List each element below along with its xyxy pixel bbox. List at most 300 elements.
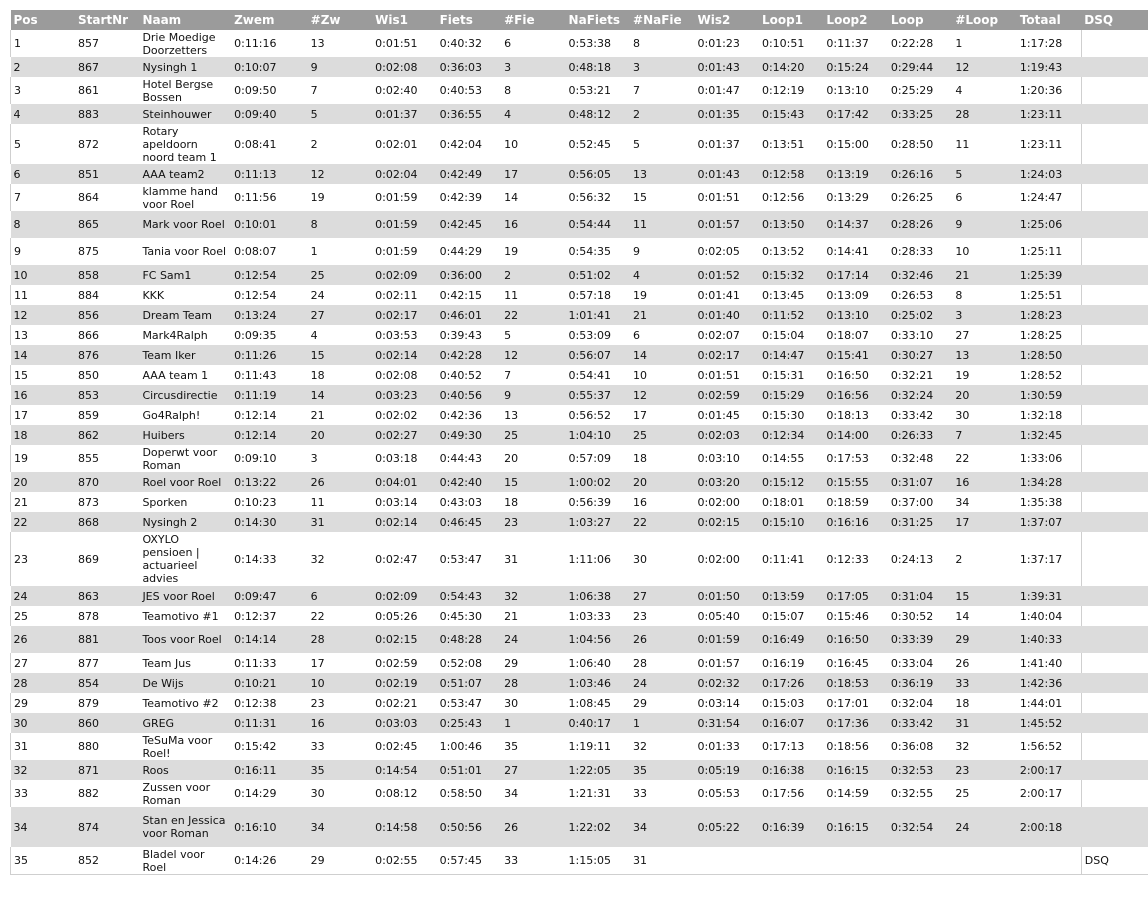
table-row bbox=[11, 653, 1148, 673]
cell-loop-rank: 13 bbox=[952, 345, 1016, 365]
cell-fie-rank: 27 bbox=[501, 760, 565, 780]
cell-wis1: 0:02:04 bbox=[372, 164, 436, 184]
table-row bbox=[11, 57, 1148, 77]
cell-totaal: 1:25:51 bbox=[1017, 285, 1081, 305]
cell-nafiets: 0:48:12 bbox=[566, 104, 630, 124]
cell-totaal: 1:28:25 bbox=[1017, 325, 1081, 345]
cell-pos: 25 bbox=[11, 606, 75, 626]
cell-naam: Roos bbox=[139, 760, 231, 780]
cell-loop-rank: 3 bbox=[952, 305, 1016, 325]
cell-nafie-rank: 35 bbox=[630, 760, 694, 780]
cell-loop2: 0:18:13 bbox=[823, 405, 887, 425]
cell-pos: 22 bbox=[11, 512, 75, 532]
cell-fie-rank: 18 bbox=[501, 492, 565, 512]
cell-loop1: 0:12:58 bbox=[759, 164, 823, 184]
cell-zwem: 0:12:14 bbox=[231, 405, 308, 425]
cell-loop-rank bbox=[952, 847, 1016, 875]
cell-dsq bbox=[1081, 626, 1148, 653]
cell-nafie-rank: 12 bbox=[630, 385, 694, 405]
cell-dsq bbox=[1081, 512, 1148, 532]
cell-dsq bbox=[1081, 780, 1148, 807]
cell-loop1: 0:17:26 bbox=[759, 673, 823, 693]
cell-naam: Nysingh 2 bbox=[139, 512, 231, 532]
cell-zwem: 0:16:11 bbox=[231, 760, 308, 780]
column-header-dsq: DSQ bbox=[1081, 10, 1148, 30]
cell-totaal: 1:40:33 bbox=[1017, 626, 1081, 653]
cell-wis2: 0:05:19 bbox=[694, 760, 758, 780]
cell-zw-rank: 10 bbox=[308, 673, 372, 693]
table-row bbox=[11, 305, 1148, 325]
cell-naam: Mark4Ralph bbox=[139, 325, 231, 345]
cell-zw-rank: 28 bbox=[308, 626, 372, 653]
cell-naam: Bladel voor Roel bbox=[139, 847, 231, 875]
cell-loop: 0:31:07 bbox=[888, 472, 952, 492]
cell-naam: Dream Team bbox=[139, 305, 231, 325]
cell-fiets: 0:40:32 bbox=[437, 30, 501, 57]
cell-nafiets: 1:22:02 bbox=[566, 807, 630, 847]
table-row bbox=[11, 325, 1148, 345]
cell-nafiets: 0:51:02 bbox=[566, 265, 630, 285]
cell-fie-rank: 24 bbox=[501, 626, 565, 653]
cell-wis2: 0:01:52 bbox=[694, 265, 758, 285]
cell-loop: 0:32:48 bbox=[888, 445, 952, 472]
cell-nafiets: 0:48:18 bbox=[566, 57, 630, 77]
cell-startnr: 867 bbox=[75, 57, 139, 77]
cell-wis1: 0:14:54 bbox=[372, 760, 436, 780]
cell-pos: 8 bbox=[11, 211, 75, 238]
cell-wis2: 0:01:23 bbox=[694, 30, 758, 57]
cell-fie-rank: 31 bbox=[501, 532, 565, 586]
cell-zw-rank: 1 bbox=[308, 238, 372, 265]
cell-pos: 21 bbox=[11, 492, 75, 512]
cell-totaal bbox=[1017, 847, 1081, 875]
cell-zwem: 0:14:30 bbox=[231, 512, 308, 532]
cell-zw-rank: 9 bbox=[308, 57, 372, 77]
cell-fie-rank: 30 bbox=[501, 693, 565, 713]
cell-naam: FC Sam1 bbox=[139, 265, 231, 285]
cell-loop-rank: 23 bbox=[952, 760, 1016, 780]
cell-wis1: 0:01:59 bbox=[372, 184, 436, 211]
table-row bbox=[11, 365, 1148, 385]
cell-nafiets: 0:56:32 bbox=[566, 184, 630, 211]
cell-nafie-rank: 7 bbox=[630, 77, 694, 104]
cell-dsq bbox=[1081, 693, 1148, 713]
cell-loop-rank: 33 bbox=[952, 673, 1016, 693]
cell-zwem: 0:12:54 bbox=[231, 285, 308, 305]
column-header-loop2: Loop2 bbox=[823, 10, 887, 30]
cell-wis1: 0:04:01 bbox=[372, 472, 436, 492]
cell-wis2: 0:02:32 bbox=[694, 673, 758, 693]
cell-wis2: 0:01:45 bbox=[694, 405, 758, 425]
cell-loop2: 0:13:09 bbox=[823, 285, 887, 305]
cell-fie-rank: 28 bbox=[501, 673, 565, 693]
cell-nafiets: 0:56:52 bbox=[566, 405, 630, 425]
cell-nafie-rank: 21 bbox=[630, 305, 694, 325]
cell-zwem: 0:11:13 bbox=[231, 164, 308, 184]
cell-wis2: 0:05:22 bbox=[694, 807, 758, 847]
cell-pos: 6 bbox=[11, 164, 75, 184]
cell-loop: 0:33:42 bbox=[888, 405, 952, 425]
cell-naam: Mark voor Roel bbox=[139, 211, 231, 238]
cell-loop1: 0:16:19 bbox=[759, 653, 823, 673]
table-row bbox=[11, 238, 1148, 265]
cell-totaal: 1:19:43 bbox=[1017, 57, 1081, 77]
column-header-naam: Naam bbox=[139, 10, 231, 30]
cell-loop1: 0:13:52 bbox=[759, 238, 823, 265]
cell-loop: 0:33:42 bbox=[888, 713, 952, 733]
cell-loop: 0:36:08 bbox=[888, 733, 952, 760]
cell-zwem: 0:10:07 bbox=[231, 57, 308, 77]
cell-totaal: 1:28:50 bbox=[1017, 345, 1081, 365]
cell-startnr: 871 bbox=[75, 760, 139, 780]
cell-loop-rank: 7 bbox=[952, 425, 1016, 445]
cell-startnr: 880 bbox=[75, 733, 139, 760]
cell-zwem: 0:11:33 bbox=[231, 653, 308, 673]
cell-nafiets: 0:40:17 bbox=[566, 713, 630, 733]
cell-loop2: 0:15:46 bbox=[823, 606, 887, 626]
cell-loop1: 0:11:52 bbox=[759, 305, 823, 325]
cell-wis1: 0:01:59 bbox=[372, 238, 436, 265]
cell-dsq bbox=[1081, 492, 1148, 512]
cell-dsq bbox=[1081, 385, 1148, 405]
cell-loop1: 0:12:19 bbox=[759, 77, 823, 104]
column-header-wis1: Wis1 bbox=[372, 10, 436, 30]
cell-wis2: 0:01:35 bbox=[694, 104, 758, 124]
cell-loop: 0:37:00 bbox=[888, 492, 952, 512]
cell-startnr: 852 bbox=[75, 847, 139, 875]
cell-wis1: 0:02:09 bbox=[372, 265, 436, 285]
cell-nafiets: 1:11:06 bbox=[566, 532, 630, 586]
cell-wis1: 0:05:26 bbox=[372, 606, 436, 626]
cell-wis2: 0:01:43 bbox=[694, 57, 758, 77]
cell-loop2: 0:18:07 bbox=[823, 325, 887, 345]
cell-fiets: 0:42:49 bbox=[437, 164, 501, 184]
cell-zw-rank: 29 bbox=[308, 847, 372, 875]
cell-nafiets: 0:54:35 bbox=[566, 238, 630, 265]
cell-wis1: 0:02:27 bbox=[372, 425, 436, 445]
cell-loop: 0:30:27 bbox=[888, 345, 952, 365]
cell-zwem: 0:11:26 bbox=[231, 345, 308, 365]
cell-loop: 0:31:25 bbox=[888, 512, 952, 532]
cell-fiets: 0:53:47 bbox=[437, 532, 501, 586]
cell-loop1: 0:15:31 bbox=[759, 365, 823, 385]
cell-zw-rank: 20 bbox=[308, 425, 372, 445]
cell-dsq bbox=[1081, 807, 1148, 847]
cell-fiets: 0:42:36 bbox=[437, 405, 501, 425]
cell-startnr: 872 bbox=[75, 124, 139, 164]
column-header-loop1: Loop1 bbox=[759, 10, 823, 30]
cell-zwem: 0:14:33 bbox=[231, 532, 308, 586]
cell-dsq bbox=[1081, 265, 1148, 285]
cell-wis2: 0:02:59 bbox=[694, 385, 758, 405]
cell-dsq bbox=[1081, 606, 1148, 626]
cell-pos: 30 bbox=[11, 713, 75, 733]
cell-wis1: 0:02:02 bbox=[372, 405, 436, 425]
cell-nafiets: 1:00:02 bbox=[566, 472, 630, 492]
cell-loop2: 0:15:41 bbox=[823, 345, 887, 365]
cell-loop: 0:33:04 bbox=[888, 653, 952, 673]
cell-loop1: 0:15:07 bbox=[759, 606, 823, 626]
cell-nafie-rank: 10 bbox=[630, 365, 694, 385]
cell-pos: 19 bbox=[11, 445, 75, 472]
cell-fie-rank: 14 bbox=[501, 184, 565, 211]
cell-naam: Team Jus bbox=[139, 653, 231, 673]
table-row bbox=[11, 780, 1148, 807]
cell-nafiets: 0:52:45 bbox=[566, 124, 630, 164]
cell-fie-rank: 10 bbox=[501, 124, 565, 164]
cell-totaal: 1:23:11 bbox=[1017, 124, 1081, 164]
cell-loop-rank: 32 bbox=[952, 733, 1016, 760]
cell-fiets: 0:42:39 bbox=[437, 184, 501, 211]
cell-loop1: 0:13:45 bbox=[759, 285, 823, 305]
cell-naam: JES voor Roel bbox=[139, 586, 231, 606]
cell-pos: 12 bbox=[11, 305, 75, 325]
cell-zwem: 0:09:40 bbox=[231, 104, 308, 124]
cell-fie-rank: 20 bbox=[501, 445, 565, 472]
cell-fie-rank: 4 bbox=[501, 104, 565, 124]
cell-zwem: 0:10:21 bbox=[231, 673, 308, 693]
cell-loop-rank: 21 bbox=[952, 265, 1016, 285]
table-row bbox=[11, 77, 1148, 104]
cell-wis1: 0:02:11 bbox=[372, 285, 436, 305]
cell-dsq bbox=[1081, 713, 1148, 733]
cell-loop2: 0:17:42 bbox=[823, 104, 887, 124]
cell-loop: 0:31:04 bbox=[888, 586, 952, 606]
cell-zw-rank: 3 bbox=[308, 445, 372, 472]
cell-naam: TeSuMa voor Roel! bbox=[139, 733, 231, 760]
cell-dsq: DSQ bbox=[1081, 847, 1148, 875]
cell-nafie-rank: 27 bbox=[630, 586, 694, 606]
cell-loop2: 0:18:53 bbox=[823, 673, 887, 693]
cell-zw-rank: 11 bbox=[308, 492, 372, 512]
cell-totaal: 1:32:45 bbox=[1017, 425, 1081, 445]
cell-naam: Teamotivo #2 bbox=[139, 693, 231, 713]
cell-wis1: 0:03:14 bbox=[372, 492, 436, 512]
cell-totaal: 1:35:38 bbox=[1017, 492, 1081, 512]
cell-fiets: 0:44:43 bbox=[437, 445, 501, 472]
cell-loop1: 0:16:39 bbox=[759, 807, 823, 847]
cell-loop1: 0:16:38 bbox=[759, 760, 823, 780]
cell-zw-rank: 6 bbox=[308, 586, 372, 606]
cell-loop2: 0:15:55 bbox=[823, 472, 887, 492]
table-row bbox=[11, 124, 1148, 164]
cell-loop-rank: 29 bbox=[952, 626, 1016, 653]
cell-startnr: 851 bbox=[75, 164, 139, 184]
cell-loop2: 0:15:00 bbox=[823, 124, 887, 164]
cell-loop: 0:24:13 bbox=[888, 532, 952, 586]
cell-zw-rank: 24 bbox=[308, 285, 372, 305]
table-row bbox=[11, 512, 1148, 532]
cell-startnr: 859 bbox=[75, 405, 139, 425]
results-table bbox=[10, 10, 1148, 875]
cell-nafiets: 0:53:09 bbox=[566, 325, 630, 345]
cell-wis1: 0:02:40 bbox=[372, 77, 436, 104]
cell-loop: 0:32:54 bbox=[888, 807, 952, 847]
cell-naam: Sporken bbox=[139, 492, 231, 512]
cell-nafiets: 1:22:05 bbox=[566, 760, 630, 780]
cell-nafiets: 0:56:39 bbox=[566, 492, 630, 512]
cell-nafiets: 0:56:05 bbox=[566, 164, 630, 184]
cell-nafie-rank: 11 bbox=[630, 211, 694, 238]
cell-fiets: 0:42:28 bbox=[437, 345, 501, 365]
cell-wis1: 0:03:18 bbox=[372, 445, 436, 472]
cell-wis1: 0:14:58 bbox=[372, 807, 436, 847]
cell-loop1 bbox=[759, 847, 823, 875]
column-header-fiets: Fiets bbox=[437, 10, 501, 30]
cell-fiets: 0:52:08 bbox=[437, 653, 501, 673]
cell-wis2: 0:03:20 bbox=[694, 472, 758, 492]
cell-fie-rank: 32 bbox=[501, 586, 565, 606]
cell-nafie-rank: 6 bbox=[630, 325, 694, 345]
cell-nafiets: 0:57:09 bbox=[566, 445, 630, 472]
cell-loop1: 0:17:13 bbox=[759, 733, 823, 760]
cell-loop: 0:26:25 bbox=[888, 184, 952, 211]
cell-loop1: 0:15:03 bbox=[759, 693, 823, 713]
cell-zw-rank: 15 bbox=[308, 345, 372, 365]
cell-loop: 0:25:29 bbox=[888, 77, 952, 104]
cell-startnr: 874 bbox=[75, 807, 139, 847]
cell-loop2: 0:14:37 bbox=[823, 211, 887, 238]
cell-pos: 35 bbox=[11, 847, 75, 875]
cell-totaal: 1:28:52 bbox=[1017, 365, 1081, 385]
cell-loop-rank: 25 bbox=[952, 780, 1016, 807]
cell-fiets: 0:42:40 bbox=[437, 472, 501, 492]
cell-fie-rank: 26 bbox=[501, 807, 565, 847]
cell-nafiets: 1:01:41 bbox=[566, 305, 630, 325]
cell-loop2: 0:18:59 bbox=[823, 492, 887, 512]
cell-loop1: 0:10:51 bbox=[759, 30, 823, 57]
column-header-pos: Pos bbox=[11, 10, 75, 30]
cell-nafie-rank: 31 bbox=[630, 847, 694, 875]
cell-totaal: 1:37:17 bbox=[1017, 532, 1081, 586]
cell-loop: 0:26:53 bbox=[888, 285, 952, 305]
cell-loop2: 0:18:56 bbox=[823, 733, 887, 760]
cell-pos: 31 bbox=[11, 733, 75, 760]
cell-startnr: 869 bbox=[75, 532, 139, 586]
cell-nafiets: 0:55:37 bbox=[566, 385, 630, 405]
cell-wis1: 0:03:53 bbox=[372, 325, 436, 345]
cell-nafie-rank: 28 bbox=[630, 653, 694, 673]
cell-nafiets: 0:54:44 bbox=[566, 211, 630, 238]
cell-startnr: 879 bbox=[75, 693, 139, 713]
cell-loop2: 0:17:05 bbox=[823, 586, 887, 606]
cell-pos: 28 bbox=[11, 673, 75, 693]
cell-zwem: 0:08:41 bbox=[231, 124, 308, 164]
table-row bbox=[11, 807, 1148, 847]
cell-fiets: 0:49:30 bbox=[437, 425, 501, 445]
cell-wis2: 0:05:40 bbox=[694, 606, 758, 626]
cell-loop1: 0:15:10 bbox=[759, 512, 823, 532]
cell-fie-rank: 9 bbox=[501, 385, 565, 405]
cell-fie-rank: 16 bbox=[501, 211, 565, 238]
cell-naam: Zussen voor Roman bbox=[139, 780, 231, 807]
cell-loop-rank: 22 bbox=[952, 445, 1016, 472]
cell-zwem: 0:13:22 bbox=[231, 472, 308, 492]
cell-naam: Hotel Bergse Bossen bbox=[139, 77, 231, 104]
cell-startnr: 865 bbox=[75, 211, 139, 238]
column-header-fie-rank: #Fie bbox=[501, 10, 565, 30]
cell-wis2: 0:05:53 bbox=[694, 780, 758, 807]
cell-loop: 0:32:55 bbox=[888, 780, 952, 807]
table-row bbox=[11, 713, 1148, 733]
cell-loop: 0:32:53 bbox=[888, 760, 952, 780]
cell-nafiets: 0:53:21 bbox=[566, 77, 630, 104]
cell-loop1: 0:13:50 bbox=[759, 211, 823, 238]
cell-nafiets: 0:54:41 bbox=[566, 365, 630, 385]
cell-zw-rank: 23 bbox=[308, 693, 372, 713]
cell-wis1: 0:02:14 bbox=[372, 512, 436, 532]
cell-naam: GREG bbox=[139, 713, 231, 733]
cell-loop2: 0:11:37 bbox=[823, 30, 887, 57]
cell-totaal: 1:40:04 bbox=[1017, 606, 1081, 626]
cell-loop: 0:25:02 bbox=[888, 305, 952, 325]
cell-pos: 7 bbox=[11, 184, 75, 211]
cell-startnr: 876 bbox=[75, 345, 139, 365]
cell-loop1: 0:15:04 bbox=[759, 325, 823, 345]
cell-wis1: 0:02:55 bbox=[372, 847, 436, 875]
cell-naam: Rotary apeldoorn noord team 1 bbox=[139, 124, 231, 164]
cell-startnr: 854 bbox=[75, 673, 139, 693]
cell-startnr: 883 bbox=[75, 104, 139, 124]
column-header-zwem: Zwem bbox=[231, 10, 308, 30]
cell-nafiets: 1:19:11 bbox=[566, 733, 630, 760]
cell-wis1: 0:02:21 bbox=[372, 693, 436, 713]
cell-totaal: 1:32:18 bbox=[1017, 405, 1081, 425]
cell-pos: 26 bbox=[11, 626, 75, 653]
cell-naam: Steinhouwer bbox=[139, 104, 231, 124]
cell-nafie-rank: 17 bbox=[630, 405, 694, 425]
cell-fiets: 0:42:15 bbox=[437, 285, 501, 305]
column-header-loop-rank: #Loop bbox=[952, 10, 1016, 30]
cell-fiets: 0:51:01 bbox=[437, 760, 501, 780]
cell-wis1: 0:02:09 bbox=[372, 586, 436, 606]
cell-totaal: 1:39:31 bbox=[1017, 586, 1081, 606]
cell-nafie-rank: 8 bbox=[630, 30, 694, 57]
cell-loop-rank: 9 bbox=[952, 211, 1016, 238]
cell-zwem: 0:14:26 bbox=[231, 847, 308, 875]
cell-pos: 13 bbox=[11, 325, 75, 345]
cell-pos: 9 bbox=[11, 238, 75, 265]
cell-loop2: 0:14:00 bbox=[823, 425, 887, 445]
cell-naam: De Wijs bbox=[139, 673, 231, 693]
cell-pos: 11 bbox=[11, 285, 75, 305]
table-row bbox=[11, 405, 1148, 425]
cell-loop1: 0:14:47 bbox=[759, 345, 823, 365]
cell-naam: Drie Moedige Doorzetters bbox=[139, 30, 231, 57]
cell-wis2: 0:01:40 bbox=[694, 305, 758, 325]
cell-loop2 bbox=[823, 847, 887, 875]
cell-naam: OXYLO pensioen | actuarieel advies bbox=[139, 532, 231, 586]
cell-fie-rank: 19 bbox=[501, 238, 565, 265]
cell-dsq bbox=[1081, 586, 1148, 606]
cell-loop1: 0:13:51 bbox=[759, 124, 823, 164]
cell-loop2: 0:13:10 bbox=[823, 305, 887, 325]
table-row bbox=[11, 285, 1148, 305]
cell-pos: 34 bbox=[11, 807, 75, 847]
cell-pos: 23 bbox=[11, 532, 75, 586]
cell-wis1: 0:01:59 bbox=[372, 211, 436, 238]
cell-nafie-rank: 16 bbox=[630, 492, 694, 512]
cell-loop: 0:32:04 bbox=[888, 693, 952, 713]
cell-zwem: 0:12:37 bbox=[231, 606, 308, 626]
cell-naam: Circusdirectie bbox=[139, 385, 231, 405]
cell-naam: Team Iker bbox=[139, 345, 231, 365]
cell-pos: 24 bbox=[11, 586, 75, 606]
cell-wis1: 0:02:08 bbox=[372, 365, 436, 385]
cell-pos: 33 bbox=[11, 780, 75, 807]
cell-startnr: 884 bbox=[75, 285, 139, 305]
cell-dsq bbox=[1081, 104, 1148, 124]
